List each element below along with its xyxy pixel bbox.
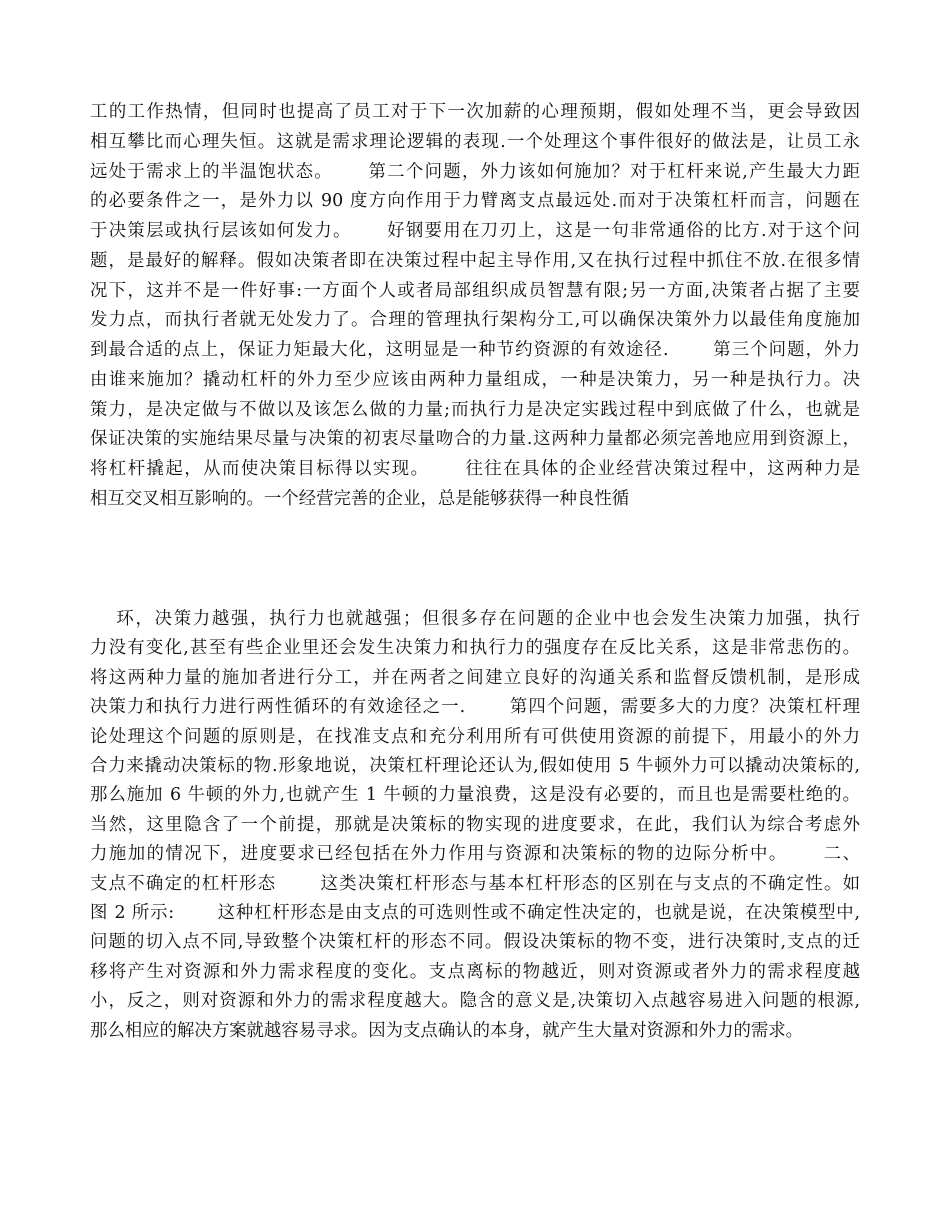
text-line: 相互交叉相互影响的。一个经营完善的企业，总是能够获得一种良性循: [90, 488, 630, 509]
text-line: 发力点，而执行者就无处发力了。合理的管理执行架构分工,可以确保决策外力以最佳角度施加: [90, 310, 860, 331]
text-line: 图 2 所示: 这种杠杆形态是由支点的可选则性或不确定性决定的，也就是说，在决策模型中,: [90, 903, 860, 923]
text-line: 将杠杆撬起，从而使决策目标得以实现。 往往在具体的企业经营决策过程中，这两种力是: [90, 459, 860, 479]
text-line: 支点不确定的杠杆形态 这类决策杠杆形态与基本杠杆形态的区别在与支点的不确定性。如: [90, 873, 860, 894]
text-line: 况下，这并不是一件好事:一方面个人或者局部组织成员智慧有限;另一方面,决策者占据了主要: [90, 280, 860, 301]
text-line: 决策力和执行力进行两性循环的有效途径之一. 第四个问题，需要多大的力度？决策杠杆理: [90, 697, 860, 718]
text-line: 远处于需求上的半温饱状态。 第二个问题，外力该如何施加？对于杠杆来说,产生最大力距: [90, 161, 860, 182]
text-line: 题，是最好的解释。假如决策者即在决策过程中起主导作用,又在执行过程中抓住不放.在很多情: [90, 250, 860, 271]
text-line: 论处理这个问题的原则是，在找准支点和充分利用所有可供使用资源的前提下，用最小的外力: [90, 726, 860, 747]
text-line: 合力来撬动决策标的物.形象地说，决策杠杆理论还认为,假如使用 5 牛顿外力可以撬动决策标的,: [90, 756, 860, 776]
text-line: 策力，是决定做与不做以及该怎么做的力量;而执行力是决定实践过程中到底做了什么，也就是: [90, 399, 860, 420]
text-line: 相互攀比而心理失恒。这就是需求理论逻辑的表现.一个处理这个事件很好的做法是，让员工永: [90, 131, 860, 152]
text-line: 将这两种力量的施加者进行分工，并在两者之间建立良好的沟通关系和监督反馈机制，是形成: [90, 667, 860, 688]
text-line: 到最合适的点上，保证力矩最大化，这明显是一种节约资源的有效途径. 第三个问题，外力: [90, 340, 860, 360]
text-line: 问题的切入点不同,导致整个决策杠杆的形态不同。假设决策标的物不变，进行决策时,支点的迁: [90, 932, 860, 953]
text-line: 力没有变化,甚至有些企业里还会发生决策力和执行力的强度存在反比关系，这是非常悲伤的。: [90, 638, 860, 659]
text-line: 移将产生对资源和外力需求程度的变化。支点离标的物越近，则对资源或者外力的需求程度越: [90, 961, 860, 982]
text-line: 于决策层或执行层该如何发力。 好钢要用在刀刃上，这是一句非常通俗的比方.对于这个问: [90, 221, 860, 241]
text-line: 那么施加 6 牛顿的外力,也就产生 1 牛顿的力量浪费，这是没有必要的，而且也是需要杜绝的。: [90, 785, 860, 806]
text-line: 环，决策力越强，执行力也就越强；但很多存在问题的企业中也会发生决策力加强，执行: [90, 609, 860, 629]
text-line: 保证决策的实施结果尽量与决策的初衷尽量吻合的力量.这两种力量都必须完善地应用到资源上，: [90, 429, 860, 450]
text-line: 工的工作热情，但同时也提高了员工对于下一次加薪的心理预期，假如处理不当，更会导致因: [90, 102, 860, 122]
text-line: 力施加的情况下，进度要求已经包括在外力作用与资源和决策标的物的边际分析中。 二、: [90, 844, 860, 865]
text-line: 那么相应的解决方案就越容易寻求。因为支点确认的本身，就产生大量对资源和外力的需求。: [90, 1020, 804, 1041]
text-line: 小，反之，则对资源和外力的需求程度越大。隐含的意义是,决策切入点越容易进入问题的根源,: [90, 991, 860, 1012]
text-line: 由谁来施加？撬动杠杆的外力至少应该由两种力量组成，一种是决策力，另一种是执行力。决: [90, 369, 860, 390]
text-line: 当然，这里隐含了一个前提，那就是决策标的物实现的进度要求，在此，我们认为综合考虑外: [90, 814, 860, 835]
text-line: 的必要条件之一，是外力以 90 度方向作用于力臂离支点最远处.而对于决策杠杆而言，问题在: [90, 191, 860, 212]
